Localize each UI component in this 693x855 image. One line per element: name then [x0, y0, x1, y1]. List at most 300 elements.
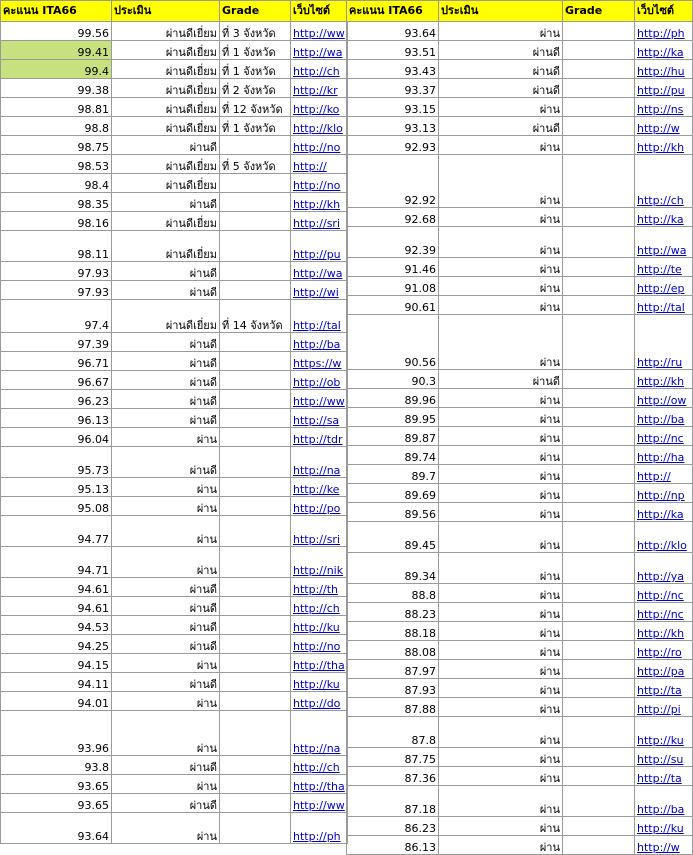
grade-cell: [563, 117, 635, 136]
grade-cell: [563, 208, 635, 227]
table-row: [347, 698, 693, 717]
website-link[interactable]: http://: [635, 465, 693, 484]
table-row: [1, 756, 348, 775]
evaluation-cell: ผ่าน: [439, 155, 563, 208]
evaluation-cell: ผ่านดีเยี่ยม: [112, 60, 220, 79]
score-cell: 96.67: [1, 371, 112, 390]
table-row: [347, 315, 693, 370]
website-link[interactable]: http://pu: [635, 79, 693, 98]
score-cell: 93.43: [347, 60, 439, 79]
table-row: [1, 711, 348, 756]
website-link[interactable]: http://w: [635, 836, 693, 855]
table-row: [347, 767, 693, 786]
evaluation-cell: ผ่าน: [112, 497, 220, 516]
table-row: [347, 660, 693, 679]
score-cell: 93.15: [347, 98, 439, 117]
table-row: [347, 748, 693, 767]
grade-cell: ที่ 2 จังหวัด: [220, 79, 291, 98]
website-link[interactable]: http://klo: [635, 522, 693, 553]
website-link[interactable]: http://ku: [635, 717, 693, 748]
website-link[interactable]: http://ko: [291, 98, 348, 117]
score-cell: 86.23: [347, 817, 439, 836]
grade-cell: [563, 717, 635, 748]
score-cell: 93.65: [1, 794, 112, 813]
evaluation-cell: ผ่าน: [112, 516, 220, 547]
table-row: [347, 41, 693, 60]
evaluation-cell: ผ่านดีเยี่ยม: [112, 41, 220, 60]
website-link[interactable]: http://ph: [635, 22, 693, 41]
table-row: [347, 603, 693, 622]
grade-cell: [563, 136, 635, 155]
score-cell: 88.08: [347, 641, 439, 660]
website-link[interactable]: http://: [291, 155, 348, 174]
evaluation-cell: ผ่านดีเยี่ยม: [112, 300, 220, 333]
website-link[interactable]: http://te: [635, 258, 693, 277]
table-row: [1, 409, 348, 428]
table-row: [347, 522, 693, 553]
grade-cell: [563, 603, 635, 622]
website-link[interactable]: http://pi: [635, 698, 693, 717]
evaluation-cell: ผ่าน: [439, 277, 563, 296]
table-row: [347, 227, 693, 258]
score-cell: 89.34: [347, 553, 439, 584]
evaluation-cell: ผ่าน: [439, 503, 563, 522]
website-link[interactable]: http://do: [291, 692, 348, 711]
website-link[interactable]: http://su: [635, 748, 693, 767]
evaluation-cell: ผ่าน: [439, 641, 563, 660]
grade-cell: [220, 447, 291, 478]
score-cell: 93.64: [1, 813, 112, 844]
evaluation-cell: ผ่าน: [439, 553, 563, 584]
evaluation-cell: ผ่าน: [439, 465, 563, 484]
evaluation-cell: ผ่าน: [439, 484, 563, 503]
grade-cell: [563, 584, 635, 603]
evaluation-cell: ผ่านดีเยี่ยม: [112, 231, 220, 262]
evaluation-cell: ผ่าน: [439, 296, 563, 315]
evaluation-cell: ผ่านดี: [112, 409, 220, 428]
website-link[interactable]: http://no: [291, 174, 348, 193]
evaluation-cell: ผ่าน: [439, 679, 563, 698]
website-link[interactable]: http://na: [291, 447, 348, 478]
table-row: [1, 333, 348, 352]
evaluation-cell: ผ่าน: [439, 786, 563, 817]
table-row: [1, 371, 348, 390]
grade-cell: [563, 446, 635, 465]
website-link[interactable]: http://tha: [291, 654, 348, 673]
table-row: [1, 352, 348, 371]
grade-cell: [220, 578, 291, 597]
evaluation-cell: ผ่าน: [112, 813, 220, 844]
evaluation-cell: ผ่าน: [112, 478, 220, 497]
website-link[interactable]: http://ba: [635, 408, 693, 427]
grade-cell: [220, 673, 291, 692]
score-cell: 96.23: [1, 390, 112, 409]
evaluation-cell: ผ่านดี: [112, 136, 220, 155]
table-row: [1, 578, 348, 597]
website-link[interactable]: http://ku: [291, 673, 348, 692]
grade-cell: [563, 277, 635, 296]
website-link[interactable]: http://wa: [291, 41, 348, 60]
score-cell: 93.64: [347, 22, 439, 41]
table-row: [1, 692, 348, 711]
evaluation-cell: ผ่านดี: [112, 333, 220, 352]
grade-cell: [220, 352, 291, 371]
evaluation-cell: ผ่าน: [439, 427, 563, 446]
website-link[interactable]: http://ka: [635, 208, 693, 227]
evaluation-cell: ผ่านดีเยี่ยม: [112, 155, 220, 174]
right-score-table: [346, 0, 693, 855]
table-row: [347, 136, 693, 155]
score-cell: 87.8: [347, 717, 439, 748]
grade-cell: ที่ 3 จังหวัด: [220, 22, 291, 41]
website-link[interactable]: http://ha: [635, 446, 693, 465]
grade-cell: [220, 616, 291, 635]
website-link[interactable]: http://nc: [635, 603, 693, 622]
evaluation-cell: ผ่าน: [439, 698, 563, 717]
website-link[interactable]: http://nc: [635, 584, 693, 603]
table-row: [1, 98, 348, 117]
website-link[interactable]: http://ow: [635, 389, 693, 408]
grade-cell: [563, 836, 635, 855]
website-link[interactable]: http://ka: [635, 503, 693, 522]
evaluation-cell: ผ่านดี: [112, 193, 220, 212]
website-link[interactable]: http://ob: [291, 371, 348, 390]
table-row: [1, 22, 348, 41]
website-link[interactable]: http://pu: [291, 231, 348, 262]
table-row: [347, 679, 693, 698]
website-link[interactable]: http://ba: [291, 333, 348, 352]
grade-cell: [220, 775, 291, 794]
score-cell: 97.93: [1, 262, 112, 281]
score-cell: 87.93: [347, 679, 439, 698]
website-link[interactable]: http://ta: [635, 767, 693, 786]
website-link[interactable]: http://tal: [291, 300, 348, 333]
website-link[interactable]: http://pa: [635, 660, 693, 679]
website-link[interactable]: http://ww: [291, 22, 348, 41]
table-row: [347, 465, 693, 484]
website-link[interactable]: http://kh: [635, 622, 693, 641]
table-row: [347, 208, 693, 227]
column-header: ประเมิน: [112, 1, 220, 22]
table-row: [1, 813, 348, 844]
evaluation-cell: ผ่าน: [112, 547, 220, 578]
website-link[interactable]: http://no: [291, 136, 348, 155]
score-cell: 92.92: [347, 155, 439, 208]
website-link[interactable]: http://kh: [635, 370, 693, 389]
grade-cell: [220, 654, 291, 673]
evaluation-cell: ผ่านดี: [112, 281, 220, 300]
evaluation-cell: ผ่าน: [439, 817, 563, 836]
website-link[interactable]: http://kh: [291, 193, 348, 212]
table-row: [1, 60, 348, 79]
score-cell: 90.56: [347, 315, 439, 370]
score-cell: 97.93: [1, 281, 112, 300]
score-cell: 89.74: [347, 446, 439, 465]
score-cell: 97.39: [1, 333, 112, 352]
evaluation-cell: ผ่านดี: [112, 616, 220, 635]
grade-cell: [563, 522, 635, 553]
table-row: [347, 98, 693, 117]
score-cell: 94.53: [1, 616, 112, 635]
website-link[interactable]: http://sa: [291, 409, 348, 428]
score-cell: 99.41: [1, 41, 112, 60]
score-cell: 92.39: [347, 227, 439, 258]
grade-cell: [563, 60, 635, 79]
website-link[interactable]: http://wi: [291, 281, 348, 300]
evaluation-cell: ผ่านดีเยี่ยม: [112, 22, 220, 41]
table-row: [347, 296, 693, 315]
score-cell: 99.56: [1, 22, 112, 41]
grade-cell: [563, 465, 635, 484]
score-cell: 93.8: [1, 756, 112, 775]
grade-cell: [563, 484, 635, 503]
table-row: [347, 786, 693, 817]
table-row: [1, 775, 348, 794]
grade-cell: [220, 497, 291, 516]
website-link[interactable]: http://ch: [635, 155, 693, 208]
grade-cell: [563, 155, 635, 208]
table-row: [1, 136, 348, 155]
website-link[interactable]: http://po: [291, 497, 348, 516]
evaluation-cell: ผ่านดี: [112, 673, 220, 692]
score-cell: 89.87: [347, 427, 439, 446]
evaluation-cell: ผ่าน: [439, 22, 563, 41]
evaluation-cell: ผ่านดีเยี่ยม: [112, 212, 220, 231]
table-row: [347, 22, 693, 41]
website-link[interactable]: http://ww: [291, 390, 348, 409]
website-link[interactable]: http://no: [291, 635, 348, 654]
evaluation-cell: ผ่านดี: [112, 352, 220, 371]
website-link[interactable]: http://klo: [291, 117, 348, 136]
website-link[interactable]: http://tha: [291, 775, 348, 794]
grade-cell: [220, 231, 291, 262]
evaluation-cell: ผ่านดี: [112, 597, 220, 616]
table-row: [1, 597, 348, 616]
evaluation-cell: ผ่าน: [439, 622, 563, 641]
table-row: [347, 836, 693, 855]
score-cell: 91.08: [347, 277, 439, 296]
score-cell: 89.56: [347, 503, 439, 522]
website-link[interactable]: http://ch: [291, 60, 348, 79]
website-link[interactable]: http://ke: [291, 478, 348, 497]
score-cell: 94.61: [1, 578, 112, 597]
header-row: [1, 1, 348, 22]
website-link[interactable]: http://ba: [635, 786, 693, 817]
website-link[interactable]: http://ro: [635, 641, 693, 660]
score-cell: 94.15: [1, 654, 112, 673]
score-cell: 96.04: [1, 428, 112, 447]
website-link[interactable]: http://ww: [291, 794, 348, 813]
grade-cell: [220, 409, 291, 428]
score-cell: 89.96: [347, 389, 439, 408]
table-row: [347, 60, 693, 79]
grade-cell: [563, 622, 635, 641]
column-header: ประเมิน: [439, 1, 563, 22]
evaluation-cell: ผ่านดี: [112, 262, 220, 281]
evaluation-cell: ผ่านดี: [112, 756, 220, 775]
evaluation-cell: ผ่าน: [439, 258, 563, 277]
website-link[interactable]: http://tal: [635, 296, 693, 315]
grade-cell: [220, 174, 291, 193]
website-link[interactable]: http://tdr: [291, 428, 348, 447]
evaluation-cell: ผ่าน: [439, 98, 563, 117]
evaluation-cell: ผ่าน: [439, 446, 563, 465]
score-cell: 92.93: [347, 136, 439, 155]
website-link[interactable]: https://w: [291, 352, 348, 371]
table-row: [347, 817, 693, 836]
website-link[interactable]: http://ya: [635, 553, 693, 584]
website-link[interactable]: http://ep: [635, 277, 693, 296]
score-cell: 87.75: [347, 748, 439, 767]
score-cell: 94.77: [1, 516, 112, 547]
website-link[interactable]: http://ru: [635, 315, 693, 370]
column-header: เว็บไซต์: [635, 1, 693, 22]
grade-cell: [220, 333, 291, 352]
evaluation-cell: ผ่านดี: [439, 60, 563, 79]
evaluation-cell: ผ่านดี: [112, 794, 220, 813]
score-cell: 88.23: [347, 603, 439, 622]
table-row: [347, 79, 693, 98]
grade-cell: [563, 641, 635, 660]
website-link[interactable]: http://ka: [635, 41, 693, 60]
score-cell: 94.71: [1, 547, 112, 578]
website-link[interactable]: http://na: [291, 711, 348, 756]
grade-cell: [220, 756, 291, 775]
grade-cell: ที่ 1 จังหวัด: [220, 41, 291, 60]
evaluation-cell: ผ่านดี: [439, 117, 563, 136]
grade-cell: [220, 635, 291, 654]
grade-cell: [563, 767, 635, 786]
grade-cell: [563, 660, 635, 679]
score-cell: 87.88: [347, 698, 439, 717]
header-row: [347, 1, 693, 22]
table-row: [1, 516, 348, 547]
score-cell: 87.36: [347, 767, 439, 786]
grade-cell: ที่ 1 จังหวัด: [220, 60, 291, 79]
table-row: [347, 370, 693, 389]
evaluation-cell: ผ่านดี: [112, 447, 220, 478]
score-cell: 99.38: [1, 79, 112, 98]
website-link[interactable]: http://nik: [291, 547, 348, 578]
evaluation-cell: ผ่านดี: [439, 41, 563, 60]
evaluation-cell: ผ่าน: [439, 836, 563, 855]
grade-cell: [563, 370, 635, 389]
grade-cell: [563, 79, 635, 98]
table-row: [1, 547, 348, 578]
table-row: [1, 673, 348, 692]
score-cell: 99.4: [1, 60, 112, 79]
table-row: [1, 616, 348, 635]
grade-cell: [563, 748, 635, 767]
table-row: [1, 478, 348, 497]
website-link[interactable]: http://np: [635, 484, 693, 503]
table-row: [1, 174, 348, 193]
grade-cell: ที่ 5 จังหวัด: [220, 155, 291, 174]
evaluation-cell: ผ่าน: [439, 603, 563, 622]
score-cell: 91.46: [347, 258, 439, 277]
website-link[interactable]: http://ns: [635, 98, 693, 117]
evaluation-cell: ผ่าน: [112, 428, 220, 447]
table-row: [1, 447, 348, 478]
column-header: คะแนน ITA66: [347, 1, 439, 22]
score-cell: 89.45: [347, 522, 439, 553]
evaluation-cell: ผ่าน: [439, 584, 563, 603]
grade-cell: [563, 41, 635, 60]
table-row: [347, 427, 693, 446]
evaluation-cell: ผ่าน: [439, 660, 563, 679]
score-cell: 89.95: [347, 408, 439, 427]
table-row: [1, 654, 348, 673]
website-link[interactable]: http://kh: [635, 136, 693, 155]
score-cell: 93.96: [1, 711, 112, 756]
score-cell: 95.13: [1, 478, 112, 497]
table-row: [347, 408, 693, 427]
column-header: Grade: [563, 1, 635, 22]
website-link[interactable]: http://ph: [291, 813, 348, 844]
website-link[interactable]: http://wa: [635, 227, 693, 258]
website-link[interactable]: http://hu: [635, 60, 693, 79]
website-link[interactable]: http://kr: [291, 79, 348, 98]
table-row: [1, 41, 348, 60]
score-cell: 87.97: [347, 660, 439, 679]
grade-cell: [563, 98, 635, 117]
score-cell: 94.61: [1, 597, 112, 616]
evaluation-cell: ผ่านดี: [112, 635, 220, 654]
score-cell: 90.3: [347, 370, 439, 389]
grade-cell: [220, 516, 291, 547]
evaluation-cell: ผ่านดี: [112, 371, 220, 390]
evaluation-cell: ผ่านดี: [112, 578, 220, 597]
table-row: [1, 155, 348, 174]
score-cell: 98.8: [1, 117, 112, 136]
score-cell: 94.25: [1, 635, 112, 654]
table-row: [347, 446, 693, 465]
evaluation-cell: ผ่าน: [439, 208, 563, 227]
website-link[interactable]: http://sri: [291, 212, 348, 231]
website-link[interactable]: http://wa: [291, 262, 348, 281]
grade-cell: [563, 817, 635, 836]
score-cell: 88.8: [347, 584, 439, 603]
score-cell: 98.4: [1, 174, 112, 193]
table-row: [347, 155, 693, 208]
grade-cell: [220, 428, 291, 447]
website-link[interactable]: http://sri: [291, 516, 348, 547]
table-row: [347, 641, 693, 660]
score-cell: 87.18: [347, 786, 439, 817]
website-link[interactable]: http://ku: [291, 616, 348, 635]
table-row: [347, 117, 693, 136]
website-link[interactable]: http://w: [635, 117, 693, 136]
evaluation-cell: ผ่าน: [112, 692, 220, 711]
grade-cell: [220, 597, 291, 616]
score-cell: 97.4: [1, 300, 112, 333]
grade-cell: [563, 315, 635, 370]
website-link[interactable]: http://ch: [291, 756, 348, 775]
grade-cell: [563, 698, 635, 717]
grade-cell: [220, 390, 291, 409]
score-cell: 98.35: [1, 193, 112, 212]
website-link[interactable]: http://ku: [635, 817, 693, 836]
grade-cell: [563, 389, 635, 408]
website-link[interactable]: http://ta: [635, 679, 693, 698]
website-link[interactable]: http://ch: [291, 597, 348, 616]
website-link[interactable]: http://th: [291, 578, 348, 597]
table-row: [347, 503, 693, 522]
grade-cell: [220, 262, 291, 281]
score-cell: 98.75: [1, 136, 112, 155]
table-row: [347, 277, 693, 296]
website-link[interactable]: http://nc: [635, 427, 693, 446]
